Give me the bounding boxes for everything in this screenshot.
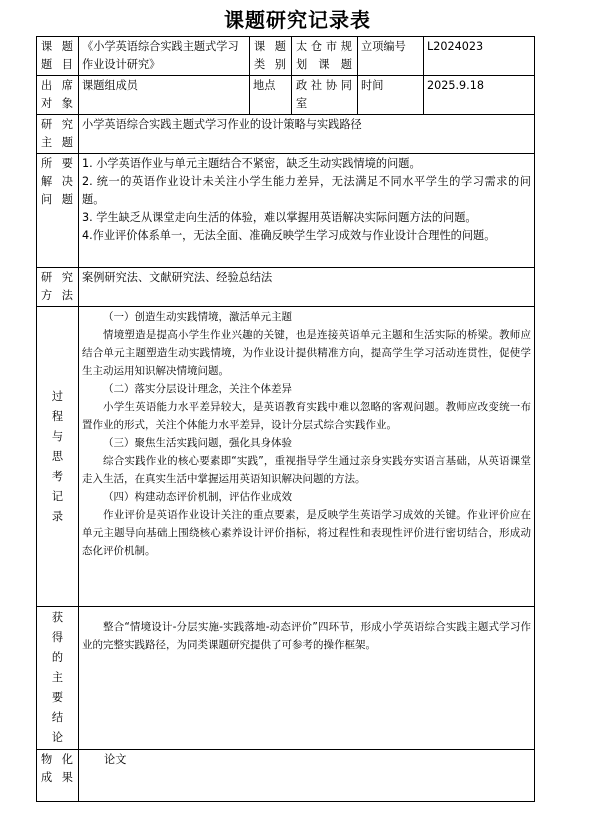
result-label — [37, 750, 79, 802]
issues-label — [37, 154, 79, 268]
issue-item: 2. 统一的英语作业设计未关注小学生能力差异，无法满足不同水平学生的学习需求的问题。 — [82, 175, 531, 206]
process-label-char: 程 — [51, 409, 64, 423]
issues-label-line-3: 问题 — [41, 193, 74, 206]
method-label — [37, 268, 79, 307]
theme-label-line-1: 研究 — [41, 118, 74, 131]
theme-label-line-2: 主题 — [41, 136, 74, 149]
location-value: 政社协同室 — [292, 76, 358, 115]
location-label: 地点 — [250, 76, 292, 115]
issues-label-line-1: 所要 — [41, 157, 74, 170]
conclusion-label-char: 结 — [51, 711, 64, 724]
row-issues — [37, 154, 535, 268]
conclusion-text: 整合“情境设计-分层实施-实践落地-动态评价”四环节，形成小学英语综合实践主题式学习作业的完整实践路径，为同类课题研究提供了可参考的操作框架。 — [82, 621, 531, 651]
row-attendees — [37, 76, 535, 115]
time-label: 时间 — [358, 76, 424, 115]
process-label — [37, 307, 79, 607]
section-heading: （二）落实分层设计理念，关注个体差异 — [103, 383, 292, 395]
time-value: 2025.9.18 — [424, 76, 535, 115]
row-method — [37, 268, 535, 307]
project-no-label: 立项编号 — [358, 37, 424, 76]
category-value: 太仓市规划课题 — [292, 37, 358, 76]
conclusion-label-char: 要 — [51, 691, 64, 704]
issue-item: 4.作业评价体系单一，无法全面、准确反映学生学习成效与作业设计合理性的问题。 — [82, 229, 496, 242]
section-body: 作业评价是英语作业设计关注的重点要素，是反映学生英语学习成效的关键。作业评价应在单元主题导向基础上围绕核心素养设计评价指标，将过程性和表现性评价进行密切结合，形成动态化评价机制。 — [82, 509, 531, 557]
process-label-char: 思 — [51, 449, 64, 463]
conclusion-label-char: 主 — [51, 671, 64, 684]
method-value: 案例研究法、文献研究法、经验总结法 — [79, 268, 535, 307]
result-value: 论文 — [104, 753, 127, 766]
theme-value: 小学英语综合实践主题式学习作业的设计策略与实践路径 — [79, 115, 535, 154]
attendee-value: 课题组成员 — [79, 76, 250, 115]
conclusion-label-char: 得 — [51, 631, 64, 644]
process-label-char: 录 — [51, 509, 64, 523]
page-title: 课题研究记录表 — [224, 8, 371, 32]
issue-item: 1. 小学英语作业与单元主题结合不紧密，缺乏生动实践情境的问题。 — [82, 157, 421, 170]
category-label: 课题类别 — [250, 37, 292, 76]
section-heading: （三）聚焦生活实践问题，强化具身体验 — [103, 437, 292, 449]
project-no-value: L2024023 — [424, 37, 535, 76]
method-label-line-1: 研究 — [41, 271, 74, 284]
row-topic — [37, 37, 535, 76]
process-label-char: 过 — [51, 389, 64, 403]
process-label-char: 与 — [51, 429, 64, 443]
theme-label — [37, 115, 79, 154]
section-body: 小学生英语能力水平差异较大，是英语教育实践中难以忽略的客观问题。教师应改变统一布置作业的形式，关注个体能力水平差异，设计分层式综合实践作业。 — [82, 401, 531, 431]
issues-list — [79, 154, 535, 268]
row-process — [37, 307, 535, 607]
issue-item: 3. 学生缺乏从课堂走向生活的体验，难以掌握用英语解决实际问题方法的问题。 — [82, 211, 477, 224]
result-label-line-2: 成果 — [41, 771, 74, 784]
conclusion-label-char: 的 — [51, 651, 64, 664]
row-theme — [37, 115, 535, 154]
section-heading: （四）构建动态评价机制，评估作业成效 — [103, 491, 292, 503]
topic-value: 《小学英语综合实践主题式学习作业设计研究》 — [79, 37, 250, 76]
row-results — [37, 750, 535, 802]
conclusion-content — [79, 607, 535, 750]
topic-label: 课题题目 — [37, 37, 79, 76]
conclusion-label-char: 论 — [51, 731, 64, 744]
result-content — [79, 750, 535, 802]
section-body: 综合实践作业的核心要素即“实践”，重视指导学生通过亲身实践夯实语言基础，从英语课堂走入生活，在真实生活中掌握运用英语知识解决问题的方法。 — [82, 455, 531, 485]
section-heading: （一）创造生动实践情境，激活单元主题 — [103, 311, 292, 323]
conclusion-label — [37, 607, 79, 750]
process-content — [79, 307, 535, 607]
issues-label-line-2: 解决 — [41, 175, 74, 188]
method-label-line-2: 方法 — [41, 289, 74, 302]
row-conclusion — [37, 607, 535, 750]
result-label-line-1: 物化 — [41, 753, 74, 766]
conclusion-label-char: 获 — [51, 611, 64, 624]
section-body: 情境塑造是提高小学生作业兴趣的关键，也是连接英语单元主题和生活实际的桥梁。教师应结合单元主题塑造生动实践情境，为作业设计提供精准方向，提高学生学习活动连贯性，促使学生主动运用知识解决情境问题。 — [82, 329, 531, 377]
process-label-char: 考 — [51, 469, 64, 483]
attendee-label: 出席对象 — [37, 76, 79, 115]
research-record-table — [36, 36, 535, 802]
process-label-char: 记 — [51, 489, 64, 503]
